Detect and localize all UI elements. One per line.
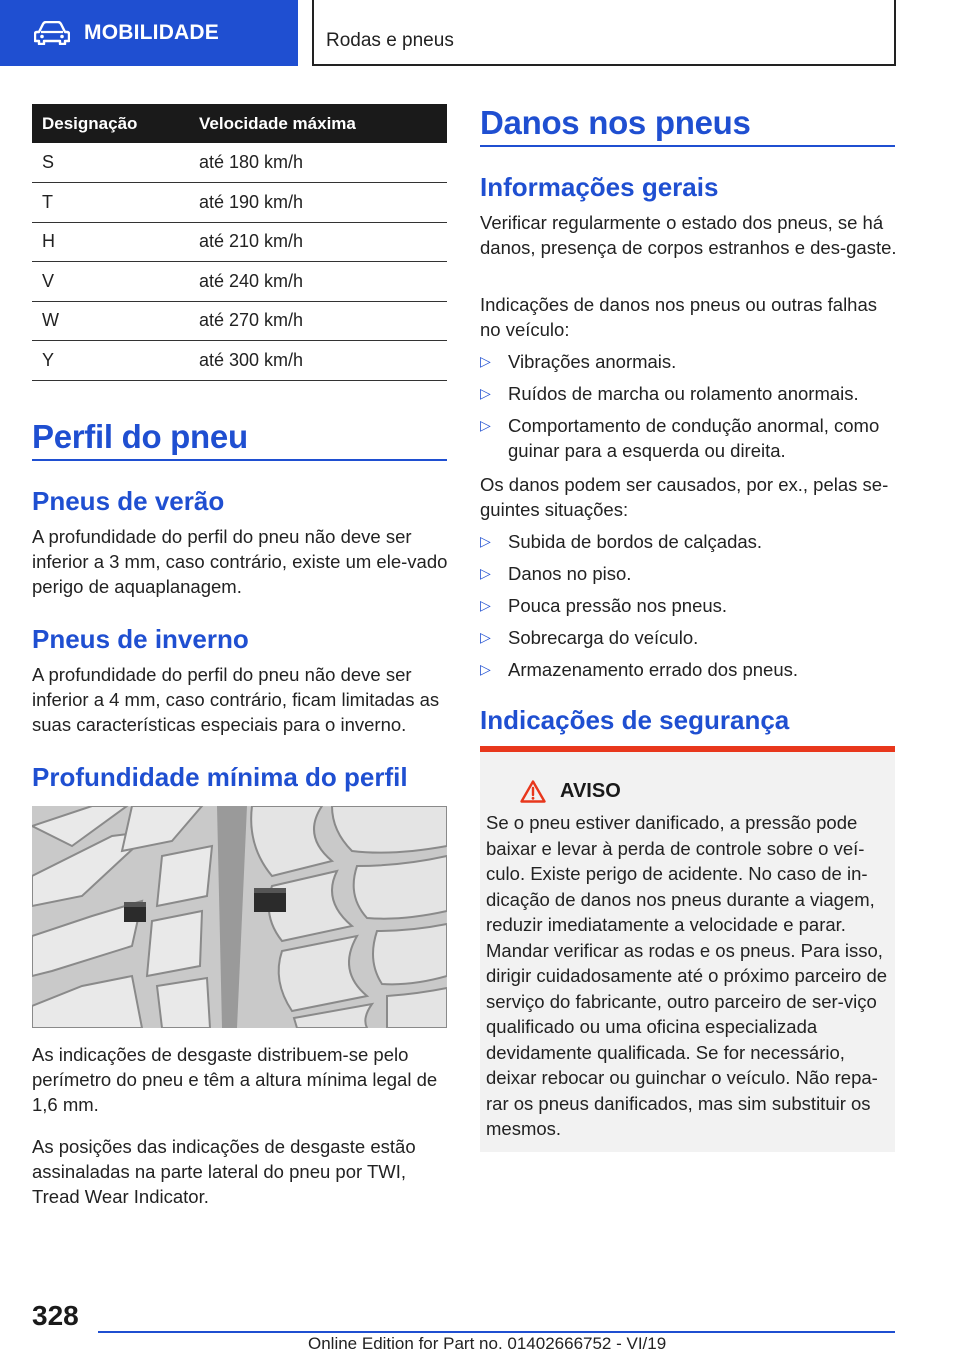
table-row [32,222,447,262]
bullet-triangle-icon: ▷ [480,629,491,645]
bullet-triangle-icon: ▷ [480,417,491,433]
list-item: ▷ Ruídos de marcha ou rolamento anormais. [480,383,859,404]
chapter-tab[interactable] [0,0,298,66]
footer-edition: Online Edition for Part no. 01402666752 - VI/19 [308,1334,667,1353]
list-item: ▷ Subida de bordos de calçadas. [480,531,763,552]
list-item: ▷ Pouca pressão nos pneus. [480,595,728,616]
table-cell-speed: até 300 km/h [199,341,447,381]
warning-label: AVISO [560,780,621,802]
tread-wear-indicator-illustration [32,806,447,1028]
heading-rule [32,459,447,461]
table-row [32,183,447,223]
page-number: 328 [32,1300,79,1331]
damage-causes-list [480,529,900,689]
heading-winter-tires: Pneus de inverno [32,624,249,654]
table-cell-designation: T [32,183,199,223]
warning-triangle-icon [520,780,546,803]
table-header-designation: Designação [32,104,199,143]
chapter-label: MOBILIDADE [84,21,219,44]
heading-summer-tires: Pneus de verão [32,486,225,516]
bullet-triangle-icon: ▷ [480,597,491,613]
table-cell-designation: S [32,143,199,183]
damage-indications-list [480,349,900,470]
bullet-triangle-icon: ▷ [480,661,491,677]
list-item: ▷ Comportamento de condução anormal, como guinar para a esquerda ou direita. [480,415,880,461]
table-cell-speed: até 240 km/h [199,262,447,302]
winter-tires-text: A profundidade do perfil do pneu não deve ser inferior a 4 mm, caso contrário, ficam limitadas as suas características especiais para o inverno. [32,664,440,735]
list-item: ▷ Vibrações anormais. [480,351,677,372]
table-cell-designation: H [32,222,199,262]
heading-min-tread-depth: Profundidade mínima do perfil [32,762,408,792]
section-header [312,0,896,66]
damage-causes-intro: Os danos podem ser causados, por ex., pelas se-guintes situações: [480,474,889,520]
table-cell-speed: até 180 km/h [199,143,447,183]
warning-header [520,780,621,803]
summer-tires-text: A profundidade do perfil do pneu não deve ser inferior a 3 mm, caso contrário, existe um ele-vado perigo de aquaplanagem. [32,526,448,597]
min-tread-text-1: As indicações de desgaste distribuem-se pelo perímetro do pneu e têm a altura mínima legal de 1,6 mm. [32,1044,438,1115]
min-tread-text-2: As posições das indicações de desgaste estão assinaladas na parte lateral do pneu por TWI, Tread Wear Indicator. [32,1136,416,1207]
table-cell-speed: até 270 km/h [199,301,447,341]
bullet-triangle-icon: ▷ [480,385,491,401]
table-header-max-speed: Velocidade máxima [199,104,447,143]
table-row [32,341,447,381]
bullet-triangle-icon: ▷ [480,533,491,549]
damage-indications-intro: Indicações de danos nos pneus ou outras falhas no veículo: [480,294,878,340]
car-icon [34,21,70,45]
table-row [32,143,447,183]
heading-safety-notes: Indicações de segurança [480,705,790,735]
section-title: Rodas e pneus [326,30,454,51]
heading-tire-tread: Perfil do pneu [32,418,248,455]
general-info-text: Verificar regularmente o estado dos pneus, se há danos, presença de corpos estranhos e des-gaste. [480,212,897,258]
bullet-triangle-icon: ▷ [480,353,491,369]
table-header-row [32,104,447,143]
heading-rule [480,145,895,147]
warning-box [480,746,895,1152]
warning-text: Se o pneu estiver danificado, a pressão pode baixar e levar à perda de controle sobre o veí-culo. Existe perigo de acidente. No caso de in-dicação de danos nos pneus durante a viagem, reduzir imediatamente a velocidade e parar. Mandar verificar as rodas e os pneus. Para isso, dirigir cuidadosamente até o próximo parceiro de serviço do fabricante, outro parceiro de ser-viço qualificado ou uma oficina especializada devidamente qualificada. Se for necessário, deixar rebocar ou guinchar o veículo. Não repa-rar os pneus danificados, mas sim substituir os mesmos. [486,812,888,1139]
table-cell-speed: até 210 km/h [199,222,447,262]
bullet-triangle-icon: ▷ [480,565,491,581]
list-item: ▷ Armazenamento errado dos pneus. [480,659,799,680]
footer-rule [98,1331,895,1333]
table-cell-designation: V [32,262,199,302]
heading-tire-damage: Danos nos pneus [480,104,751,141]
speed-rating-table [32,104,447,381]
list-item: ▷ Sobrecarga do veículo. [480,627,699,648]
list-item: ▷ Danos no piso. [480,563,632,584]
table-cell-designation: W [32,301,199,341]
heading-general-info: Informações gerais [480,172,719,202]
table-cell-designation: Y [32,341,199,381]
table-row [32,301,447,341]
table-cell-speed: até 190 km/h [199,183,447,223]
table-row [32,262,447,302]
